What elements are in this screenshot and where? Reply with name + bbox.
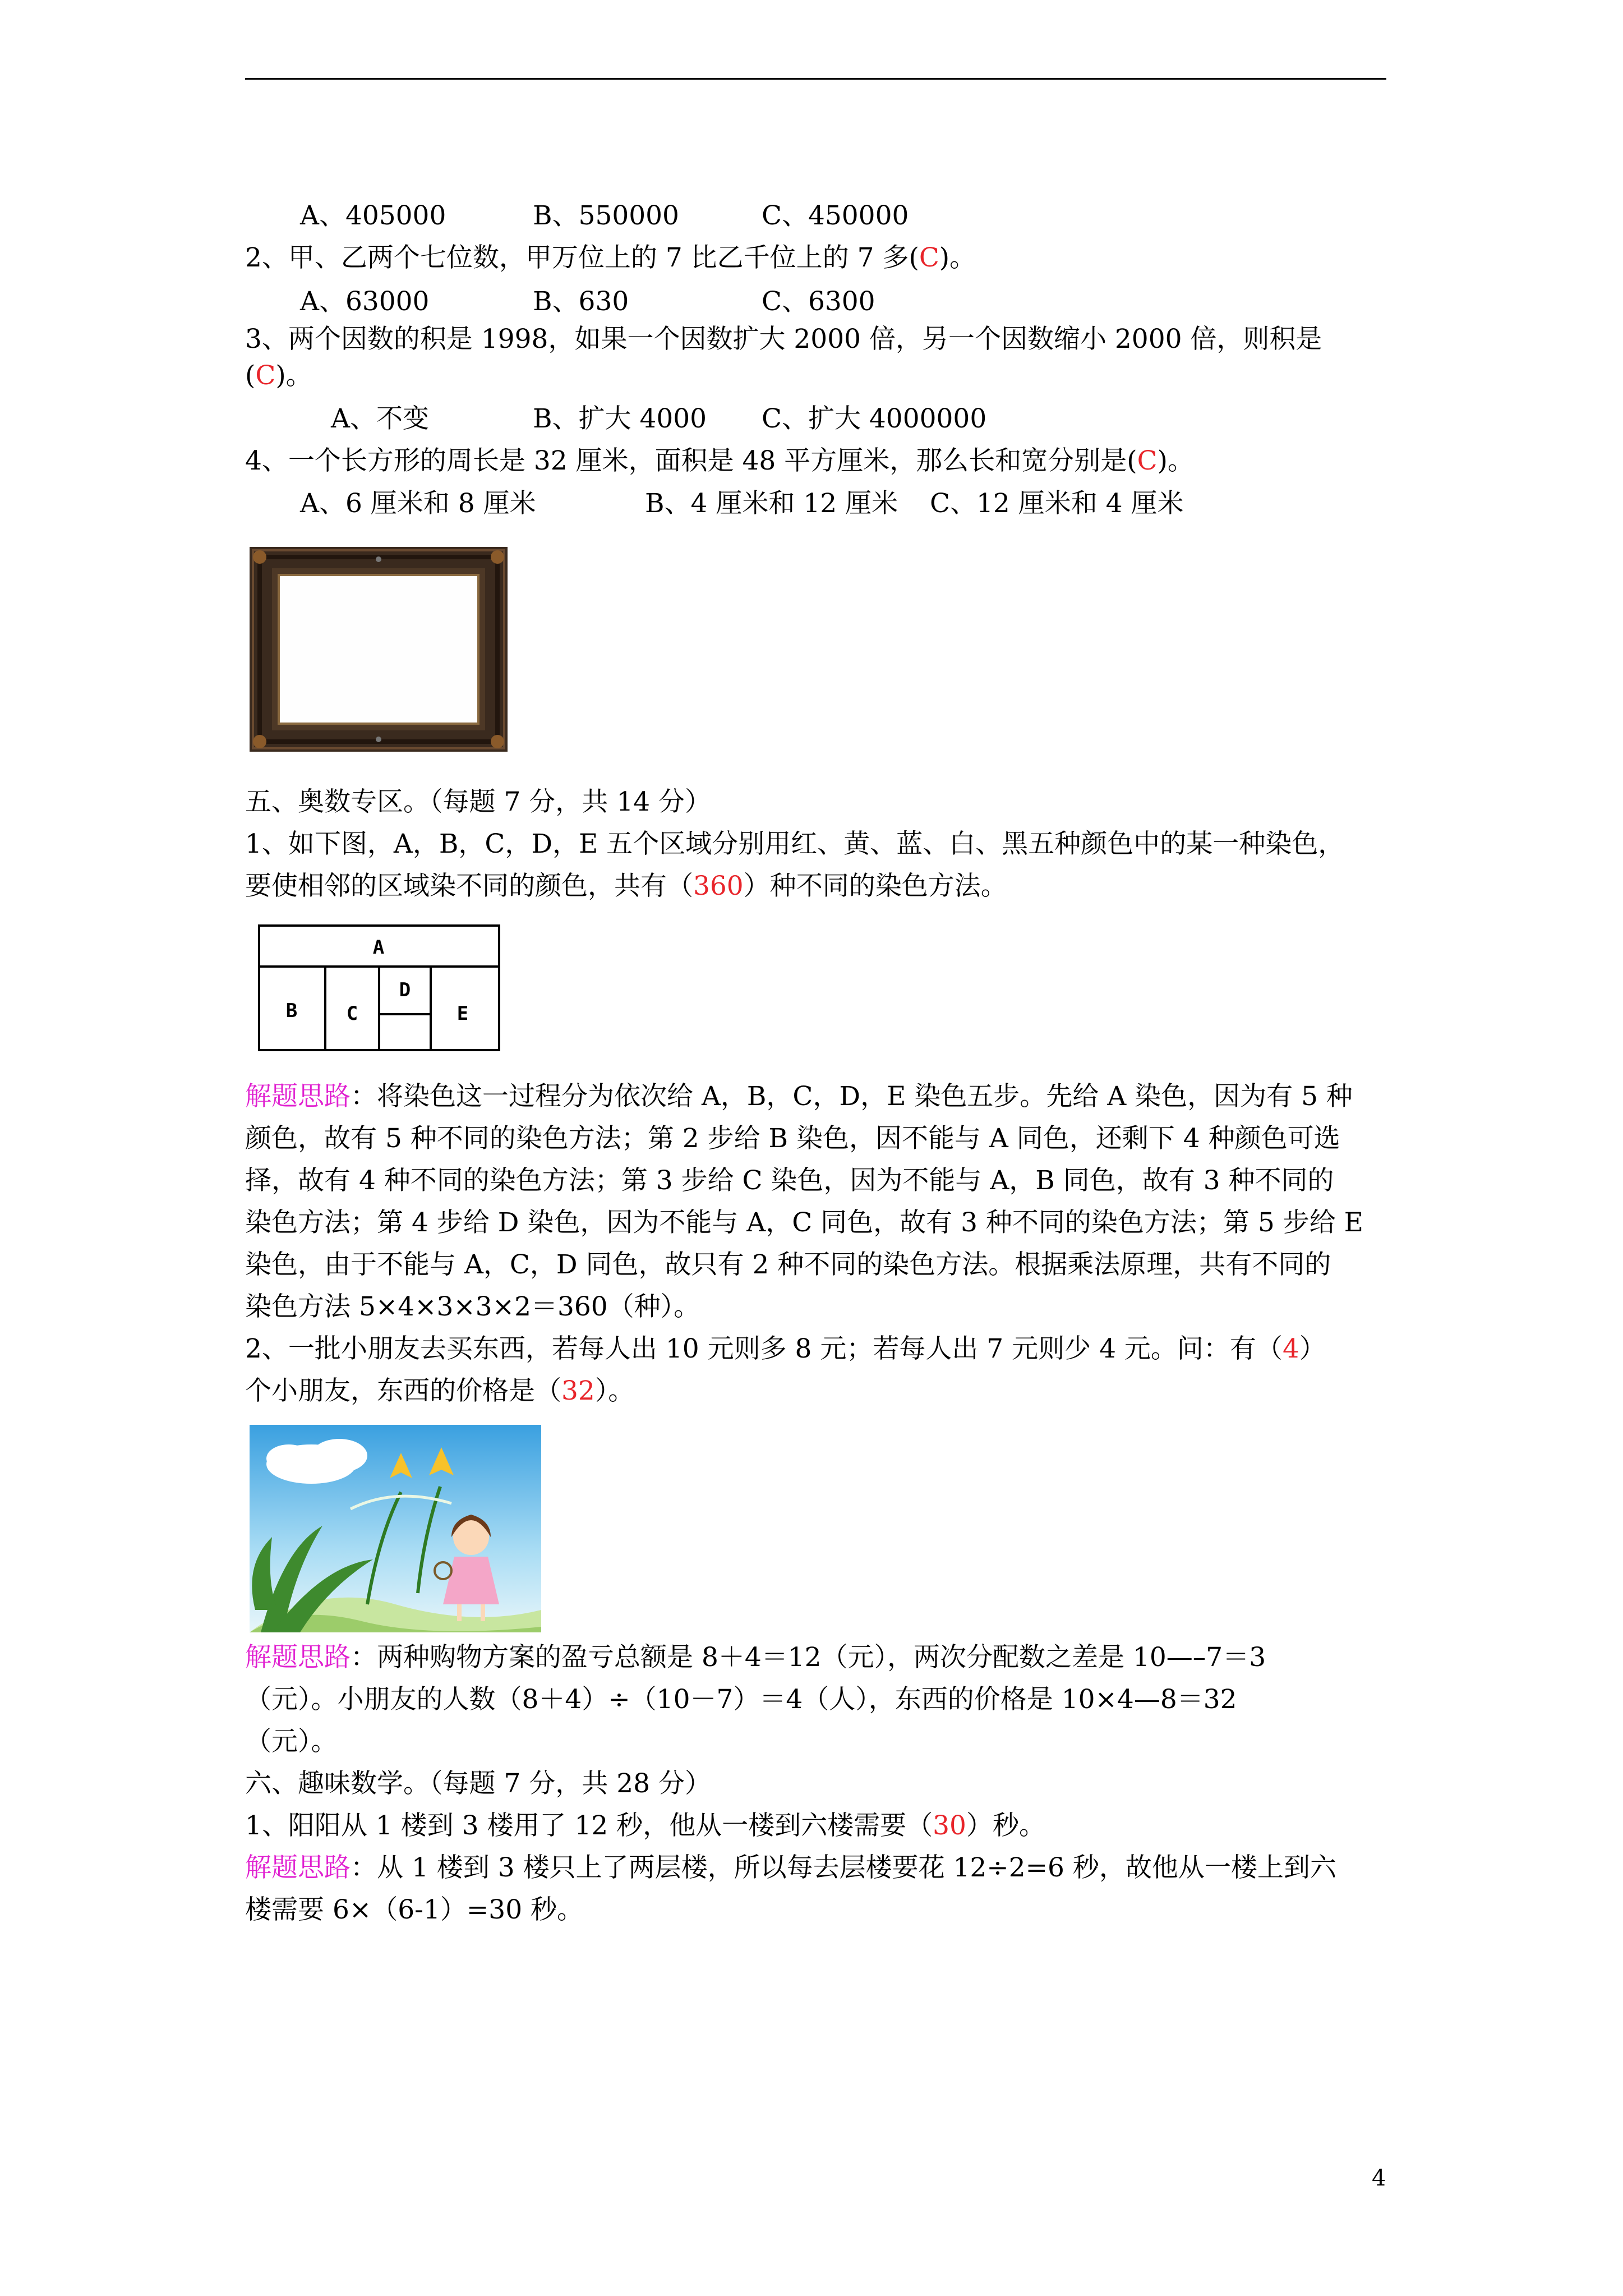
q1-option-c: C、450000 xyxy=(762,200,909,231)
solution-1-line-2: 颜色，故有 5 种不同的染色方法；第 2 步给 B 染色，因不能与 A 同色，还剩下 4 种颜色可选 xyxy=(245,1123,1340,1154)
q3-option-a: A、不变 xyxy=(331,403,429,434)
section-5-title: 五、奥数专区。（每题 7 分，共 14 分） xyxy=(245,786,711,817)
region-label-c: C xyxy=(346,1002,358,1025)
cartoon-girl-image xyxy=(250,1425,541,1632)
problem-2-line-2: 个小朋友，东西的价格是（32）。 xyxy=(245,1375,635,1406)
solution-1-line-6: 染色方法 5×4×3×3×2＝360（种）。 xyxy=(245,1291,700,1322)
q3-option-c: C、扩大 4000000 xyxy=(762,403,987,434)
problem-3: 1、阳阳从 1 楼到 3 楼用了 12 秒，他从一楼到六楼需要（30）秒。 xyxy=(245,1810,1045,1841)
region-diagram xyxy=(258,924,502,1053)
solution-2-line-1: 解题思路：两种购物方案的盈亏总额是 8＋4＝12（元），两次分配数之差是 10—–7＝3 xyxy=(245,1642,1266,1673)
page-number: 4 xyxy=(1372,2165,1386,2191)
solution-3-line-2: 楼需要 6×（6-1）=30 秒。 xyxy=(245,1894,584,1925)
q3-option-b: B、扩大 4000 xyxy=(533,403,707,434)
solution-label: 解题思路 xyxy=(245,1642,351,1673)
answer: 360 xyxy=(693,871,744,901)
q4-option-a: A、6 厘米和 8 厘米 xyxy=(300,488,536,519)
q2-option-a: A、63000 xyxy=(300,286,430,317)
question-4: 4、一个长方形的周长是 32 厘米，面积是 48 平方厘米，那么长和宽分别是(C)。 xyxy=(245,445,1194,476)
q2-option-b: B、630 xyxy=(533,286,629,317)
region-label-b: B xyxy=(285,1000,298,1022)
q4-option-b: B、4 厘米和 12 厘米 xyxy=(645,488,898,519)
solution-1-line-3: 择，故有 4 种不同的染色方法；第 3 步给 C 染色，因为不能与 A，B 同色，故有 3 种不同的 xyxy=(245,1165,1334,1196)
solution-1-line-1: 解题思路：将染色这一过程分为依次给 A，B，C，D，E 染色五步。先给 A 染色，因为有 5 种 xyxy=(245,1081,1353,1112)
problem-1-line-1: 1、如下图，A，B，C，D，E 五个区域分别用红、黄、蓝、白、黑五种颜色中的某一种染色， xyxy=(245,829,1345,859)
solution-2-line-2: （元）。小朋友的人数（8＋4）÷（10－7）＝4（人），东西的价格是 10×4—8＝32 xyxy=(245,1684,1237,1715)
answer: 32 xyxy=(561,1375,595,1406)
question-3: 3、两个因数的积是 1998，如果一个因数扩大 2000 倍，另一个因数缩小 2000 倍，则积是 xyxy=(245,324,1322,355)
answer: 30 xyxy=(933,1810,966,1841)
section-6-title: 六、趣味数学。（每题 7 分，共 28 分） xyxy=(245,1768,711,1799)
solution-label: 解题思路 xyxy=(245,1852,351,1883)
problem-2-line-1: 2、一批小朋友去买东西，若每人出 10 元则多 8 元；若每人出 7 元则少 4 元。问：有（4） xyxy=(245,1333,1326,1364)
problem-1-line-2: 要使相邻的区域染不同的颜色，共有（360）种不同的染色方法。 xyxy=(245,871,1007,901)
solution-3-line-1: 解题思路：从 1 楼到 3 楼只上了两层楼，所以每去层楼要花 12÷2=6 秒，故他从一楼上到六 xyxy=(245,1852,1336,1883)
answer: 4 xyxy=(1282,1333,1299,1364)
answer: C xyxy=(255,360,276,391)
q1-option-a: A、405000 xyxy=(300,200,446,231)
q4-option-c: C、12 厘米和 4 厘米 xyxy=(930,488,1184,519)
answer: C xyxy=(1137,445,1158,476)
region-label-e: E xyxy=(457,1002,469,1025)
solution-1-line-5: 染色，由于不能与 A，C，D 同色，故只有 2 种不同的染色方法。根据乘法原理，共有不同的 xyxy=(245,1249,1331,1280)
solution-2-line-3: （元）。 xyxy=(245,1726,338,1757)
question-3-cont: (C)。 xyxy=(245,360,312,391)
q1-option-b: B、550000 xyxy=(533,200,679,231)
answer: C xyxy=(919,242,939,273)
picture-frame-image xyxy=(250,547,508,752)
q2-option-c: C、6300 xyxy=(762,286,875,317)
solution-label: 解题思路 xyxy=(245,1081,351,1112)
solution-1-line-4: 染色方法；第 4 步给 D 染色，因为不能与 A，C 同色，故有 3 种不同的染色方法；第 5 步给 E xyxy=(245,1207,1363,1238)
question-2: 2、甲、乙两个七位数，甲万位上的 7 比乙千位上的 7 多(C)。 xyxy=(245,242,976,273)
region-label-d: D xyxy=(399,979,411,1001)
header-rule xyxy=(245,78,1386,80)
region-label-a: A xyxy=(372,936,385,959)
